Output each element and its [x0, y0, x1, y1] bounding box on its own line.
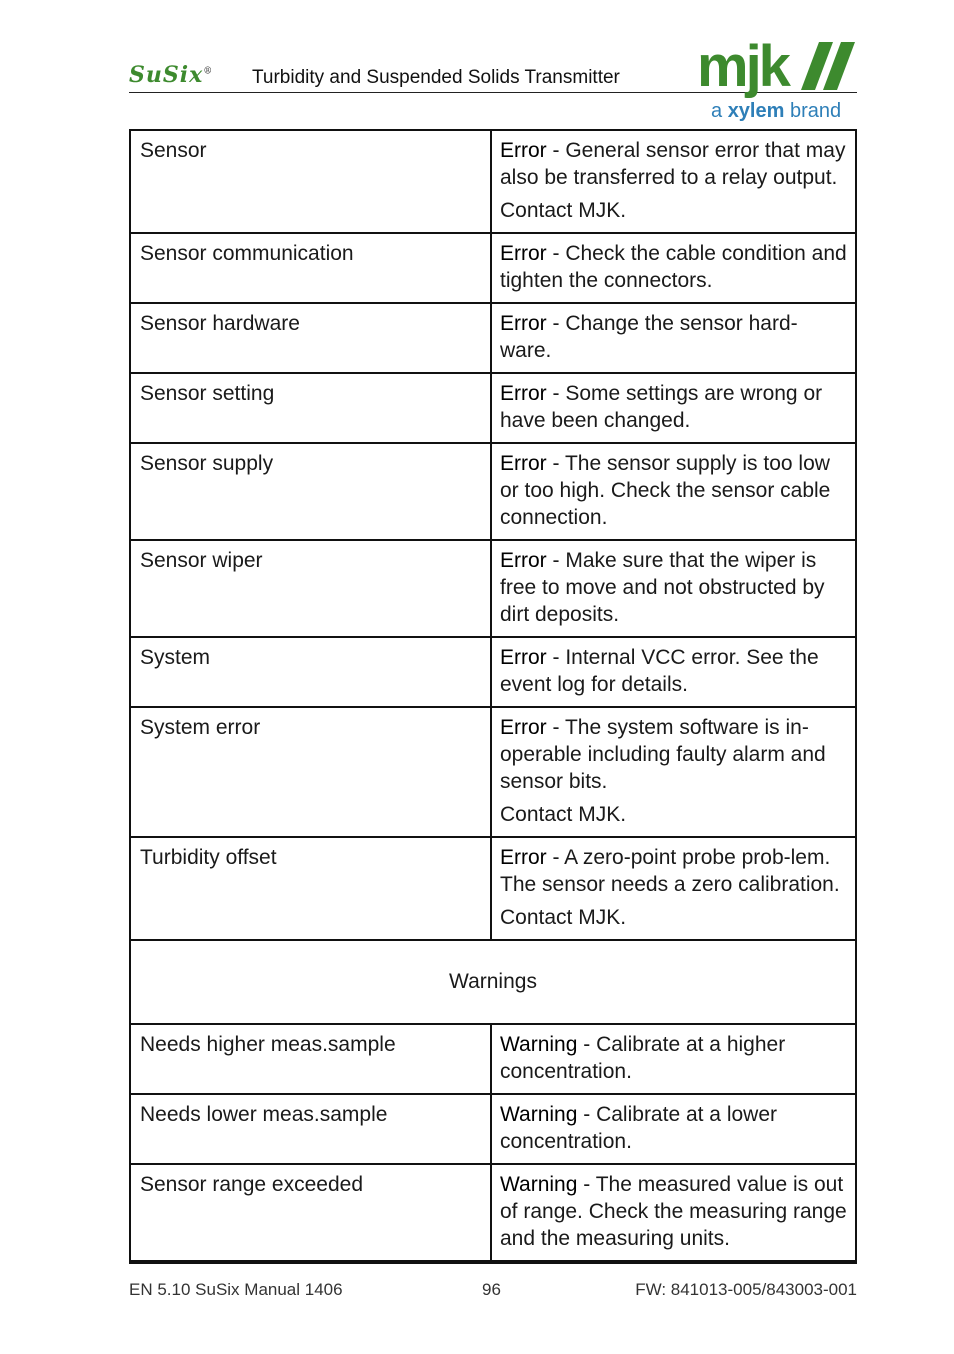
table-row — [131, 372, 855, 442]
description-cell — [492, 1165, 855, 1260]
footer-divider — [129, 1262, 857, 1264]
severity-label: Warning — [500, 1173, 578, 1196]
source-cell: Sensor — [131, 131, 492, 232]
mjk-wordmark: mjk — [697, 34, 788, 99]
description-text: - The measured value is out of range. Check the measuring range and the measuring units. — [500, 1173, 847, 1250]
source-cell: Turbidity offset — [131, 838, 492, 939]
description-cell — [492, 444, 855, 539]
description-text: - Calibrate at a higher concentration. — [500, 1033, 786, 1083]
footer-firmware: FW: 841013-005/843003-001 — [635, 1280, 857, 1299]
description-cell — [492, 638, 855, 706]
description-cell — [492, 1025, 855, 1093]
description-line — [500, 240, 847, 294]
source-cell: Needs lower meas.sample — [131, 1095, 492, 1163]
description-cell — [492, 1095, 855, 1163]
description-cell — [492, 541, 855, 636]
description-text: - Calibrate at a lower concentration. — [500, 1103, 778, 1153]
source-cell: Needs higher meas.sample — [131, 1025, 492, 1093]
description-line — [500, 310, 847, 364]
severity-label: Error — [500, 312, 547, 335]
description-line — [500, 644, 847, 698]
page-number: 96 — [482, 1280, 501, 1299]
severity-label: Error — [500, 139, 547, 162]
table-row — [131, 539, 855, 636]
contact-note: Contact MJK. — [500, 906, 627, 929]
description-cell — [492, 708, 855, 836]
table-row — [131, 232, 855, 302]
severity-label: Error — [500, 382, 547, 405]
description-line — [500, 137, 847, 191]
description-line — [500, 714, 847, 795]
source-cell: Sensor communication — [131, 234, 492, 302]
description-text: - The system software is in-operable including faulty alarm and sensor bits. — [500, 716, 826, 793]
description-text: - Some settings are wrong or have been changed. — [500, 382, 823, 432]
severity-label: Warning — [500, 1103, 578, 1126]
description-cell — [492, 838, 855, 939]
table-row — [131, 302, 855, 372]
warning-rows — [131, 1023, 855, 1260]
page-header — [129, 34, 857, 130]
contact-note: Contact MJK. — [500, 803, 627, 826]
table-row — [131, 131, 855, 232]
severity-label: Error — [500, 846, 547, 869]
description-line — [500, 450, 847, 531]
description-line — [500, 547, 847, 628]
table-row — [131, 442, 855, 539]
description-cell — [492, 131, 855, 232]
description-line — [500, 844, 847, 898]
description-line — [500, 1171, 847, 1252]
source-cell: System error — [131, 708, 492, 836]
source-cell: Sensor wiper — [131, 541, 492, 636]
xylem-tagline: a xylem brand — [711, 100, 842, 122]
severity-label: Error — [500, 242, 547, 265]
description-line — [500, 380, 847, 434]
error-warning-table — [129, 129, 857, 1262]
mjk-slashes-icon — [801, 42, 857, 92]
susix-logo: SuSix® — [129, 62, 214, 88]
source-cell: Sensor supply — [131, 444, 492, 539]
severity-label: Warning — [500, 1033, 578, 1056]
table-row — [131, 706, 855, 836]
table-row — [131, 836, 855, 939]
description-cell — [492, 234, 855, 302]
severity-label: Error — [500, 646, 547, 669]
severity-label: Error — [500, 549, 547, 572]
description-line — [500, 1031, 847, 1085]
source-cell: Sensor hardware — [131, 304, 492, 372]
error-rows — [131, 131, 855, 939]
document-title: Turbidity and Suspended Solids Transmitter — [252, 67, 620, 88]
description-text: - Change the sensor hard-ware. — [500, 312, 798, 362]
table-row — [131, 1163, 855, 1260]
description-text: - A zero-point probe prob-lem. The sensor needs a zero calibration. — [500, 846, 840, 896]
description-text: - The sensor supply is too low or too high. Check the sensor cable connection. — [500, 452, 831, 529]
description-text: - Check the cable condition and tighten the connectors. — [500, 242, 847, 292]
table-row — [131, 1093, 855, 1163]
description-text: - General sensor error that may also be transferred to a relay output. — [500, 139, 846, 189]
source-cell: Sensor range exceeded — [131, 1165, 492, 1260]
description-text: - Internal VCC error. See the event log for details. — [500, 646, 819, 696]
table-row — [131, 636, 855, 706]
severity-label: Error — [500, 452, 547, 475]
source-cell: System — [131, 638, 492, 706]
footer-manual-ref: EN 5.10 SuSix Manual 1406 — [129, 1280, 343, 1299]
source-cell: Sensor setting — [131, 374, 492, 442]
description-cell — [492, 374, 855, 442]
warnings-heading: Warnings — [131, 939, 855, 1023]
description-cell — [492, 304, 855, 372]
table-row — [131, 1023, 855, 1093]
mjk-logo — [697, 34, 857, 128]
severity-label: Error — [500, 716, 547, 739]
contact-note: Contact MJK. — [500, 199, 627, 222]
description-text: - Make sure that the wiper is free to move and not obstructed by dirt deposits. — [500, 549, 825, 626]
description-line — [500, 1101, 847, 1155]
